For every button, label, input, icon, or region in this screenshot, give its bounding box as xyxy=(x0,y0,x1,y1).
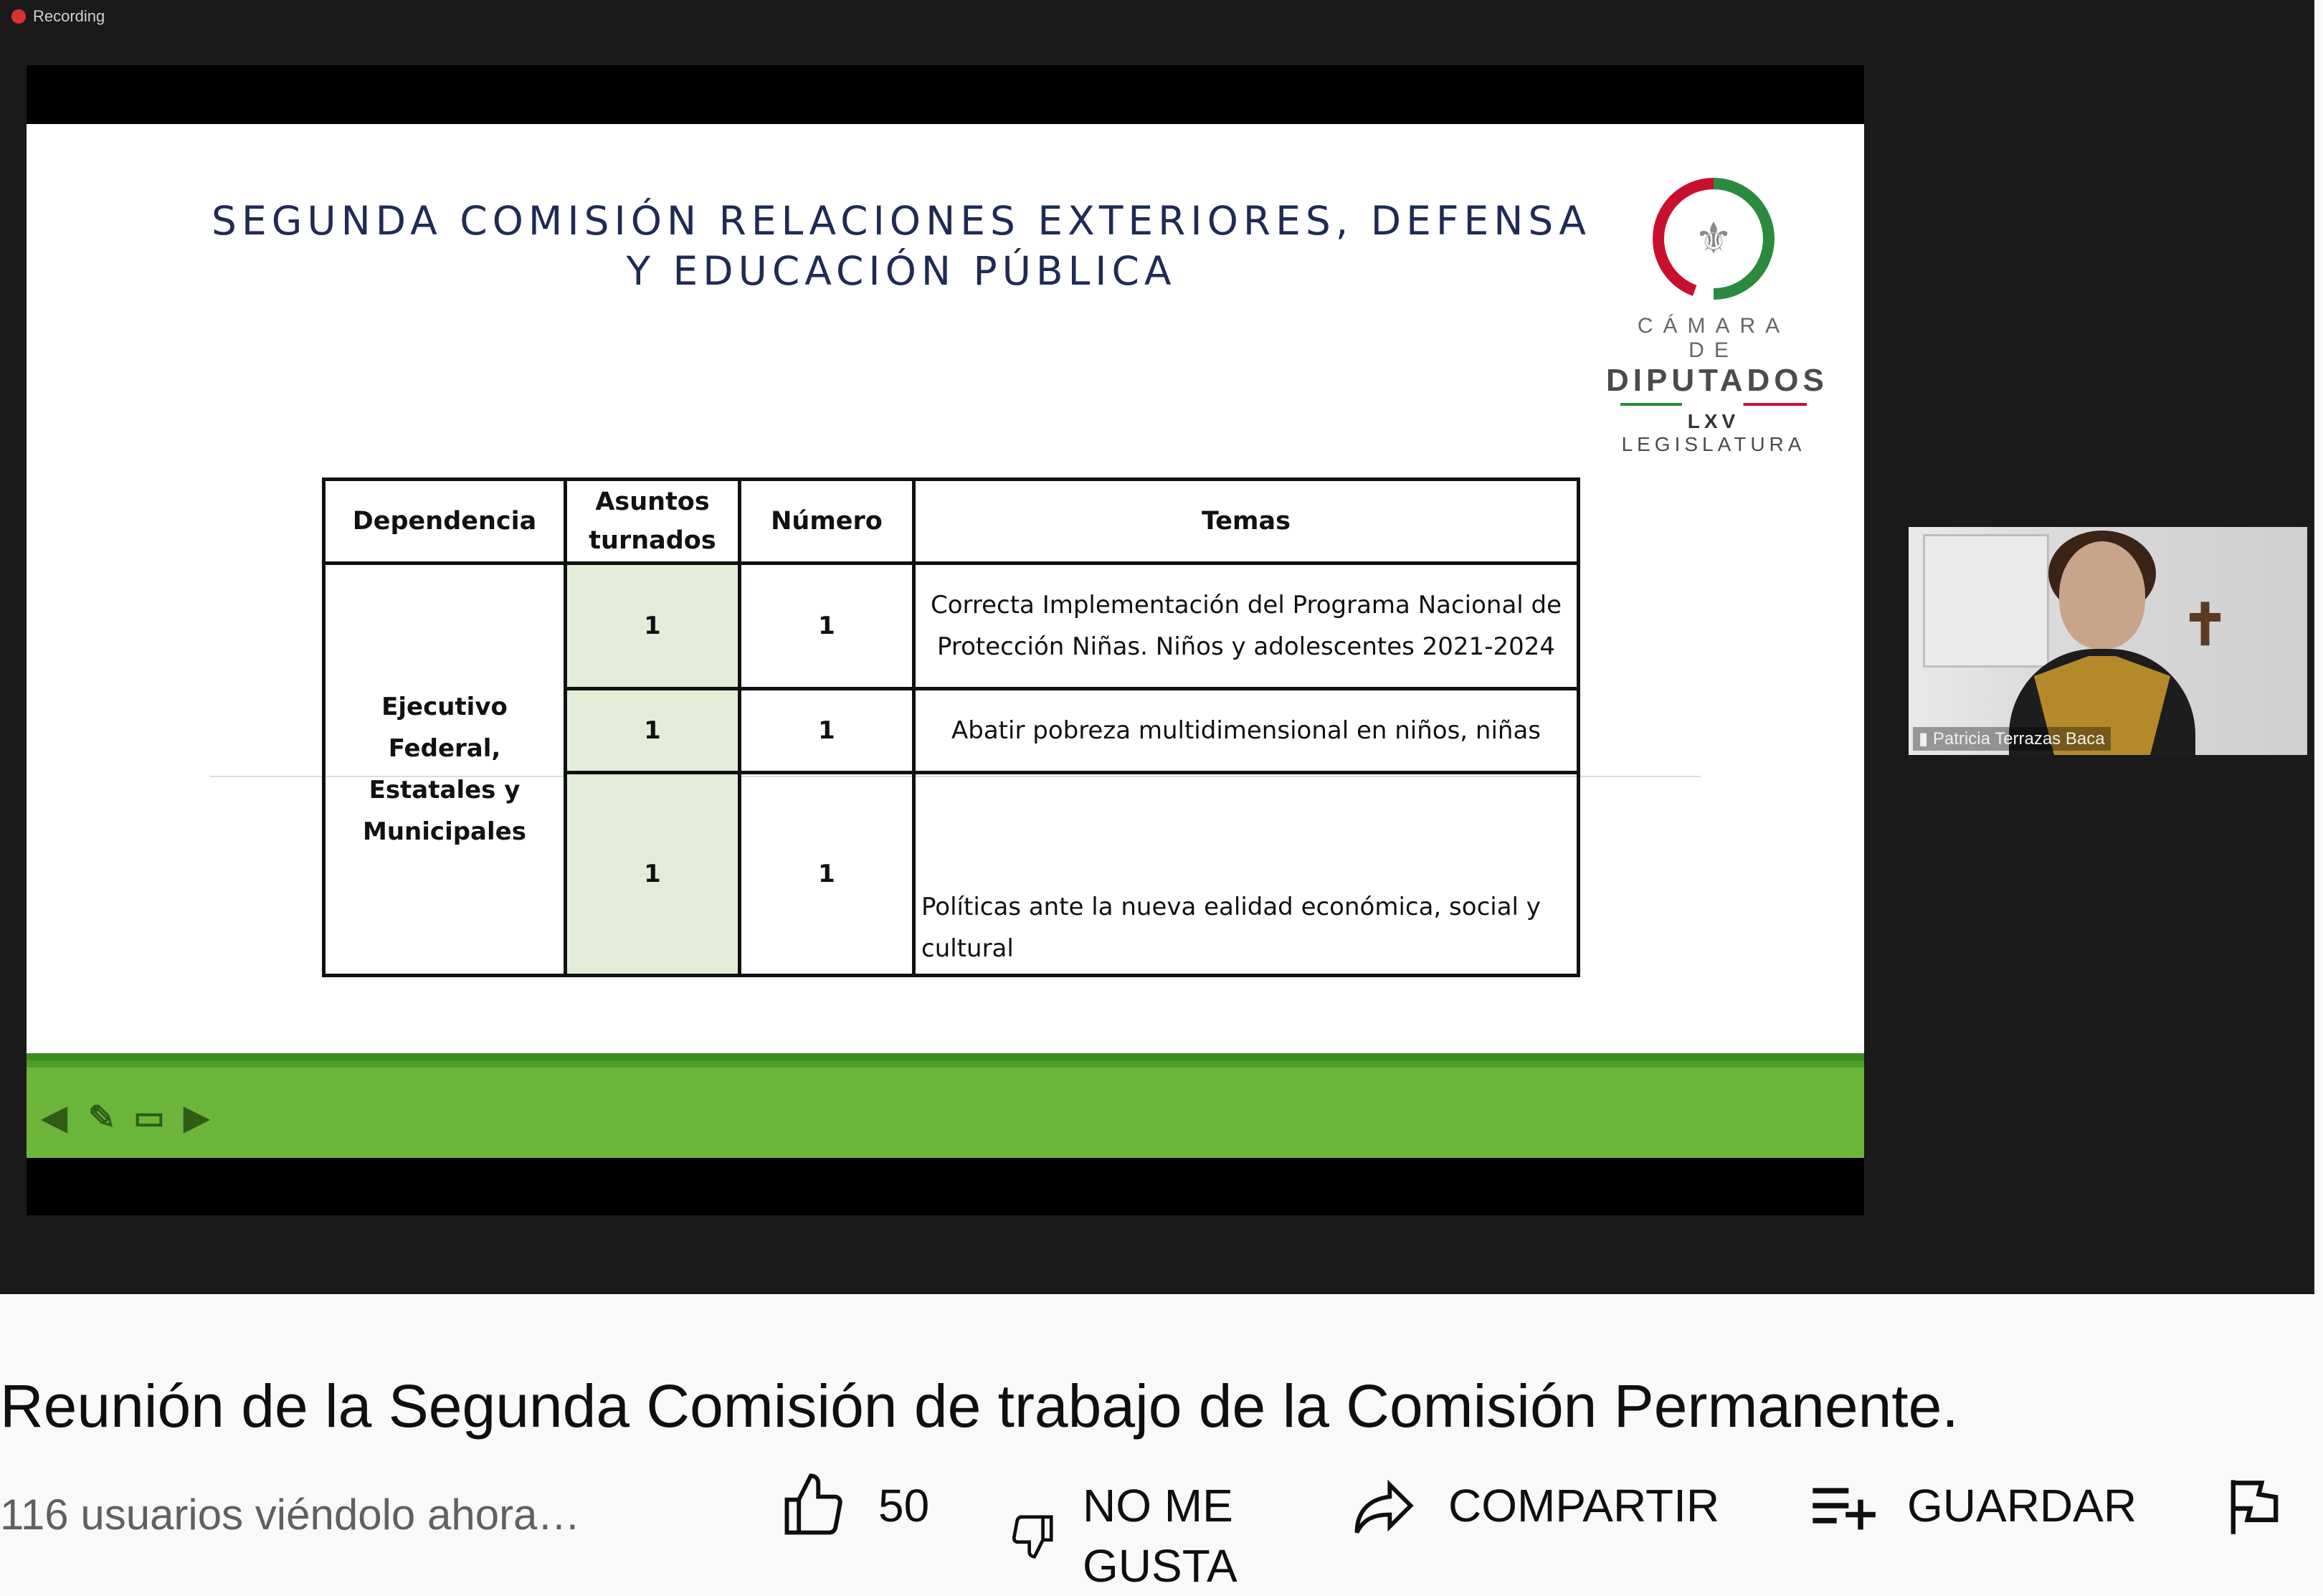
slide xyxy=(27,124,1864,1158)
dislike-label xyxy=(1083,1476,1237,1596)
cell-tema: Abatir pobreza multidimensional en niños, niñas xyxy=(914,689,1579,773)
share-label: COMPARTIR xyxy=(1448,1480,1720,1531)
arrow-right-icon[interactable]: ▶ xyxy=(184,1098,209,1136)
camara-logo xyxy=(1606,178,1828,456)
logo-tricolor-bar xyxy=(1620,403,1807,406)
cell-numero: 1 xyxy=(740,689,914,773)
dislike-label-line1: NO ME xyxy=(1083,1480,1233,1531)
report-button[interactable] xyxy=(2219,1470,2287,1542)
like-button[interactable] xyxy=(778,1470,929,1542)
recording-indicator xyxy=(11,7,105,26)
dislike-label-line2: GUSTA xyxy=(1083,1540,1237,1592)
cell-dependencia: Ejecutivo Federal, Estatales y Municipales xyxy=(324,564,566,976)
slide-navigation xyxy=(35,1098,216,1136)
thumbs-up-icon xyxy=(778,1470,850,1542)
seal-icon: ⚜ xyxy=(1653,178,1775,300)
flag-icon xyxy=(2219,1470,2287,1542)
viewer-count: 116 usuarios viéndolo ahora… xyxy=(0,1491,581,1539)
slide-title xyxy=(170,196,1633,296)
pencil-icon[interactable]: ✎ xyxy=(87,1098,116,1136)
save-label: GUARDAR xyxy=(1907,1480,2137,1531)
video-title: Reunión de la Segunda Comisión de trabajo de la Comisión Permanente. xyxy=(0,1372,1959,1440)
cell-tema: Políticas ante la nueva ealidad económica, social y cultural xyxy=(914,773,1579,976)
participant-name xyxy=(1913,727,2111,751)
recording-label: Recording xyxy=(33,7,105,25)
participant-camera xyxy=(1909,527,2307,755)
cross-icon: ✝ xyxy=(2181,593,2230,657)
cell-numero: 1 xyxy=(740,564,914,689)
header-asuntos: Asuntos turnados xyxy=(566,480,740,564)
logo-line2: DIPUTADOS xyxy=(1606,363,1828,398)
slides-icon[interactable]: ▭ xyxy=(133,1098,165,1136)
header-temas: Temas xyxy=(914,480,1579,564)
signal-icon: ▮ xyxy=(1919,729,1929,749)
cell-asuntos: 1 xyxy=(566,773,740,976)
presentation-area xyxy=(27,65,1864,1215)
background-cabinet xyxy=(1923,534,2049,668)
cell-numero: 1 xyxy=(740,773,914,976)
table-header-row xyxy=(324,480,1579,564)
thumbs-down-icon xyxy=(1007,1511,1058,1561)
table-row xyxy=(324,564,1579,689)
header-numero: Número xyxy=(740,480,914,564)
slide-title-line1: SEGUNDA COMISIÓN RELACIONES EXTERIORES, DEFENSA xyxy=(212,198,1591,244)
logo-line3-a: LXV xyxy=(1687,410,1740,432)
header-dependencia: Dependencia xyxy=(324,480,566,564)
cell-tema: Correcta Implementación del Programa Nacional de Protección Niñas. Niños y adolescentes 2021-2024 xyxy=(914,564,1579,689)
cell-asuntos: 1 xyxy=(566,689,740,773)
share-button[interactable] xyxy=(1348,1470,1719,1542)
cell-asuntos: 1 xyxy=(566,564,740,689)
share-arrow-icon xyxy=(1348,1470,1420,1542)
logo-line3 xyxy=(1606,410,1821,456)
record-dot-icon xyxy=(11,9,26,24)
playlist-add-icon xyxy=(1807,1470,1878,1542)
arrow-left-icon[interactable]: ◀ xyxy=(42,1098,67,1136)
slide-footer-bar xyxy=(27,1053,1864,1158)
dislike-button[interactable] xyxy=(1007,1476,1237,1596)
topics-table xyxy=(322,478,1580,977)
participant-name-label: Patricia Terrazas Baca xyxy=(1932,729,2105,749)
slide-title-line2: Y EDUCACIÓN PÚBLICA xyxy=(626,248,1177,294)
participant-face xyxy=(2059,541,2145,649)
logo-line1: CÁMARA DE xyxy=(1637,314,1790,362)
logo-line3-b: LEGISLATURA xyxy=(1621,433,1806,455)
like-count: 50 xyxy=(878,1480,930,1531)
save-button[interactable] xyxy=(1807,1470,2137,1542)
